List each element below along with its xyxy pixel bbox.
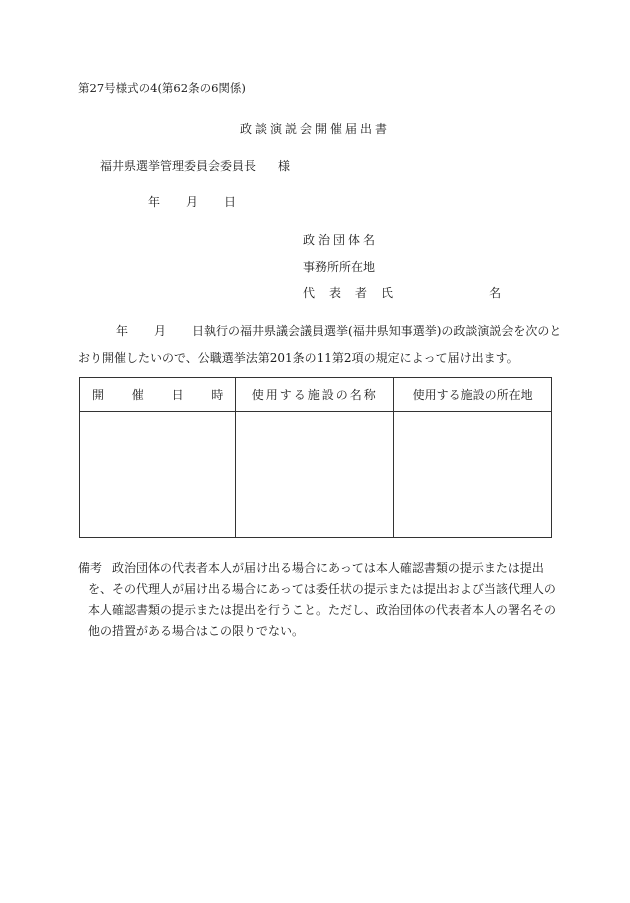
date-day-label: 日 (224, 195, 237, 209)
body-year-label: 年 (116, 324, 129, 338)
representative-name-label (303, 284, 501, 301)
note-line-3: 本人確認書類の提示または提出を行うこと。ただし、政治団体の代表者本人の署名その (88, 603, 557, 617)
cell-facility-name[interactable] (236, 412, 394, 538)
note-line-2: を、その代理人が届け出る場合にあっては委任状の提示または提出および当該代理人の (88, 582, 556, 596)
addressee-name: 福井県選挙管理委員会委員長 (100, 159, 257, 173)
table-row (80, 412, 552, 538)
body-text-line-2: おり開催したいので、公職選挙法第201条の11第2項の規定によって届け出ます。 (78, 351, 519, 365)
addressee-honorific: 様 (278, 159, 291, 173)
form-number: 第27号様式の4(第62条の6関係) (78, 81, 246, 95)
rep-char-1: 代 (303, 286, 316, 300)
body-text-line-1 (116, 322, 561, 339)
body-line1-text: 日執行の福井県議会議員選挙(福井県知事選挙)の政談演説会を次のと (192, 324, 562, 338)
note-line-4: 他の措置がある場合はこの限りでない。 (88, 624, 305, 638)
note-line-1-text: 政治団体の代表者本人が届け出る場合にあっては本人確認書類の提示または提出 (112, 561, 544, 575)
cell-facility-address[interactable] (394, 412, 552, 538)
rep-char-2: 表 (329, 286, 342, 300)
remarks-note (78, 558, 557, 642)
date-month-label: 月 (186, 195, 199, 209)
note-label: 備考 (78, 561, 103, 575)
name-suffix: 名 (489, 286, 502, 300)
rep-char-4: 氏 (381, 286, 394, 300)
header-facility-name: 使用する施設の名称 (236, 378, 394, 412)
header-date-time: 開催日時 (80, 378, 236, 412)
addressee (100, 157, 290, 174)
organization-name-label: 政治団体名 (303, 233, 379, 247)
table-header-row (80, 378, 552, 412)
rep-char-3: 者 (355, 286, 368, 300)
document-title: 政談演説会開催届出書 (239, 122, 390, 136)
date-year-label: 年 (148, 195, 161, 209)
submission-date (148, 193, 236, 210)
meeting-schedule-table (79, 377, 552, 538)
body-month-label: 月 (154, 324, 167, 338)
cell-date-time[interactable] (80, 412, 236, 538)
note-line-1 (78, 558, 552, 579)
office-address-label: 事務所所在地 (303, 260, 376, 274)
header-facility-address: 使用する施設の所在地 (394, 378, 552, 412)
